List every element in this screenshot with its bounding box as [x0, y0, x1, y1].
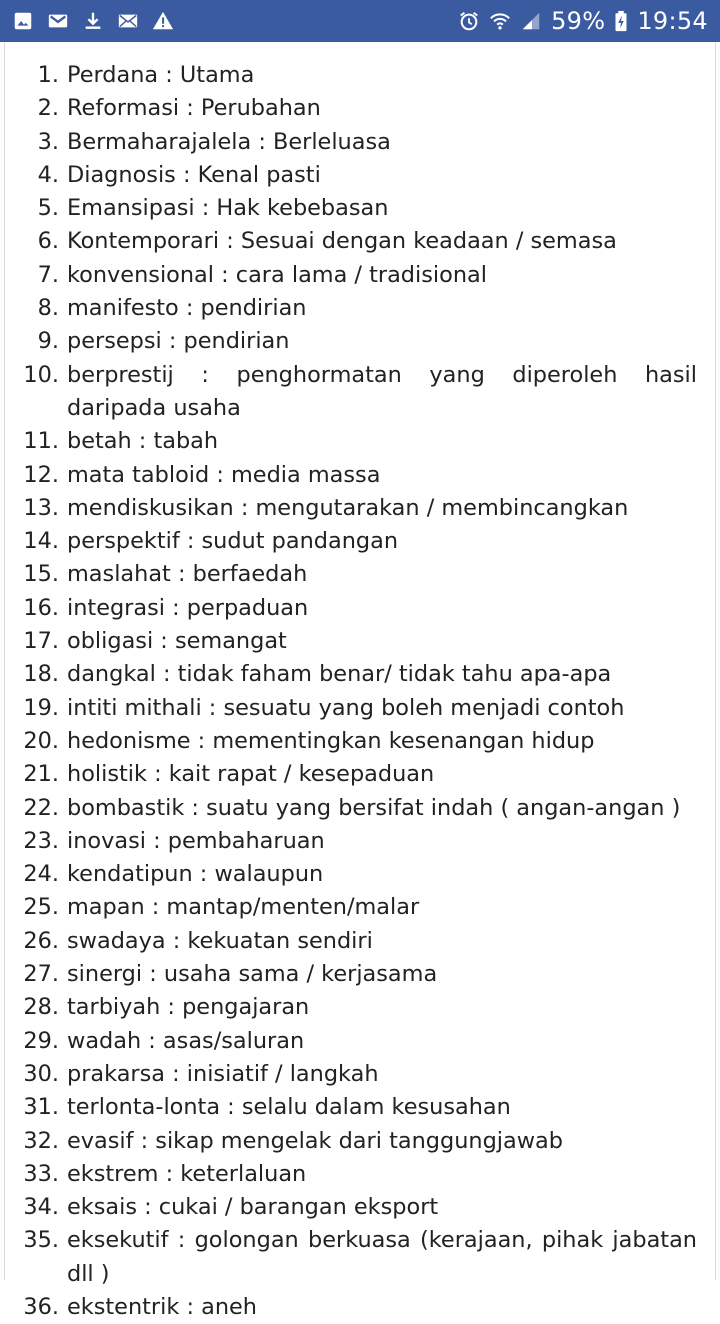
list-item [5, 126, 697, 159]
list-item [5, 692, 697, 725]
list-item [5, 92, 697, 125]
item-number: 15. [23, 561, 59, 588]
item-text: inovasi : pembaharuan [67, 827, 325, 854]
item-number: 34. [23, 1194, 59, 1221]
item-text: obligasi : semangat [67, 628, 287, 655]
item-text: prakarsa : inisiatif / langkah [67, 1060, 379, 1087]
item-text: eksais : cukai / barangan eksport [67, 1194, 439, 1221]
item-text: betah : tabah [67, 428, 219, 455]
list-item [5, 1158, 697, 1191]
item-number: 28. [23, 994, 59, 1021]
item-text: evasif : sikap mengelak dari tanggungjawab [67, 1127, 563, 1154]
item-text: mata tabloid : media massa [67, 461, 381, 488]
item-text: Perdana : Utama [67, 62, 255, 88]
notification-icons [12, 10, 174, 32]
item-number: 24. [23, 861, 59, 888]
item-text: mapan : mantap/menten/malar [67, 894, 420, 921]
list-item [5, 1291, 697, 1324]
item-text: terlonta-lonta : selalu dalam kesusahan [67, 1094, 511, 1121]
list-item [5, 792, 697, 825]
item-text: sinergi : usaha sama / kerjasama [67, 961, 438, 988]
item-number: 22. [23, 794, 59, 821]
item-number: 18. [23, 661, 59, 688]
item-number: 35. [23, 1227, 59, 1254]
item-text: holistik : kait rapat / kesepaduan [67, 761, 435, 788]
item-number: 8. [37, 295, 59, 322]
item-text: swadaya : kekuatan sendiri [67, 927, 373, 954]
vocabulary-list [5, 42, 715, 1324]
item-text: wadah : asas/saluran [67, 1027, 305, 1054]
item-number: 25. [23, 894, 59, 921]
warning-icon [152, 10, 174, 32]
list-item [5, 59, 697, 92]
item-text: integrasi : perpaduan [67, 594, 309, 621]
item-text: berprestij : penghormatan yang diperoleh hasil daripada usaha [67, 361, 697, 421]
item-number: 20. [23, 727, 59, 754]
item-number: 31. [23, 1094, 59, 1121]
item-number: 21. [23, 761, 59, 788]
item-text: ekstrem : keterlaluan [67, 1160, 307, 1187]
item-text: konvensional : cara lama / tradisional [67, 261, 487, 288]
list-item [5, 159, 697, 192]
list-item [5, 425, 697, 458]
list-item [5, 891, 697, 924]
download-icon [82, 10, 104, 32]
item-number: 14. [23, 528, 59, 555]
gallery-icon [12, 10, 34, 32]
item-number: 26. [23, 927, 59, 954]
document-view[interactable] [4, 42, 716, 1320]
list-item [5, 459, 697, 492]
list-item [5, 1091, 697, 1124]
list-item [5, 625, 697, 658]
status-bar [0, 0, 720, 42]
item-number: 1. [37, 62, 59, 88]
clock: 19:54 [637, 7, 708, 35]
item-text: kendatipun : walaupun [67, 861, 324, 888]
item-number: 12. [23, 461, 59, 488]
list-item [5, 525, 697, 558]
list-item [5, 1224, 697, 1291]
battery-icon [614, 10, 628, 32]
list-item [5, 325, 697, 358]
item-text: Reformasi : Perubahan [67, 95, 321, 122]
list-item [5, 658, 697, 691]
list-item [5, 758, 697, 791]
email-icon [117, 10, 139, 32]
item-number: 19. [23, 694, 59, 721]
list-item [5, 725, 697, 758]
item-number: 13. [23, 494, 59, 521]
item-number: 11. [23, 428, 59, 455]
item-text: maslahat : berfaedah [67, 561, 308, 588]
list-item [5, 359, 697, 426]
list-item [5, 592, 697, 625]
list-item [5, 958, 697, 991]
wifi-icon [489, 10, 511, 32]
signal-icon [520, 10, 542, 32]
list-item [5, 991, 697, 1024]
item-text: manifesto : pendirian [67, 295, 307, 322]
list-item [5, 1058, 697, 1091]
item-text: mendiskusikan : mengutarakan / membincangkan [67, 494, 629, 521]
list-item [5, 1125, 697, 1158]
item-text: persepsi : pendirian [67, 328, 290, 355]
list-item [5, 1025, 697, 1058]
item-text: Diagnosis : Kenal pasti [67, 161, 321, 188]
list-item [5, 192, 697, 225]
item-number: 17. [23, 628, 59, 655]
item-number: 16. [23, 594, 59, 621]
list-item [5, 259, 697, 292]
alarm-icon [458, 10, 480, 32]
item-number: 7. [37, 261, 59, 288]
item-number: 6. [37, 228, 59, 255]
battery-percent: 59% [551, 7, 606, 35]
list-item [5, 925, 697, 958]
item-text: tarbiyah : pengajaran [67, 994, 310, 1021]
item-number: 10. [23, 361, 59, 388]
item-number: 2. [37, 95, 59, 122]
item-number: 4. [37, 161, 59, 188]
item-text: ekstentrik : aneh [67, 1293, 257, 1320]
item-text: Kontemporari : Sesuai dengan keadaan / semasa [67, 228, 617, 255]
gmail-icon [47, 10, 69, 32]
list-item [5, 825, 697, 858]
system-status [458, 7, 708, 35]
list-item [5, 558, 697, 591]
item-text: dangkal : tidak faham benar/ tidak tahu apa-apa [67, 661, 612, 688]
item-number: 5. [37, 195, 59, 222]
list-item [5, 225, 697, 258]
list-item [5, 858, 697, 891]
list-item [5, 292, 697, 325]
item-number: 23. [23, 827, 59, 854]
item-text: perspektif : sudut pandangan [67, 528, 399, 555]
list-item [5, 1191, 697, 1224]
item-number: 9. [37, 328, 59, 355]
item-number: 27. [23, 961, 59, 988]
item-text: hedonisme : mementingkan kesenangan hidup [67, 727, 595, 754]
item-number: 3. [37, 128, 59, 155]
list-item [5, 492, 697, 525]
item-number: 30. [23, 1060, 59, 1087]
item-number: 33. [23, 1160, 59, 1187]
item-text: Bermaharajalela : Berleluasa [67, 128, 391, 155]
item-text: bombastik : suatu yang bersifat indah ( angan-angan ) [67, 794, 681, 821]
item-text: eksekutif : golongan berkuasa (kerajaan, pihak jabatan dll ) [67, 1227, 697, 1287]
item-number: 29. [23, 1027, 59, 1054]
item-text: Emansipasi : Hak kebebasan [67, 195, 389, 222]
item-number: 32. [23, 1127, 59, 1154]
item-text: intiti mithali : sesuatu yang boleh menjadi contoh [67, 694, 625, 721]
item-number: 36. [23, 1293, 59, 1320]
